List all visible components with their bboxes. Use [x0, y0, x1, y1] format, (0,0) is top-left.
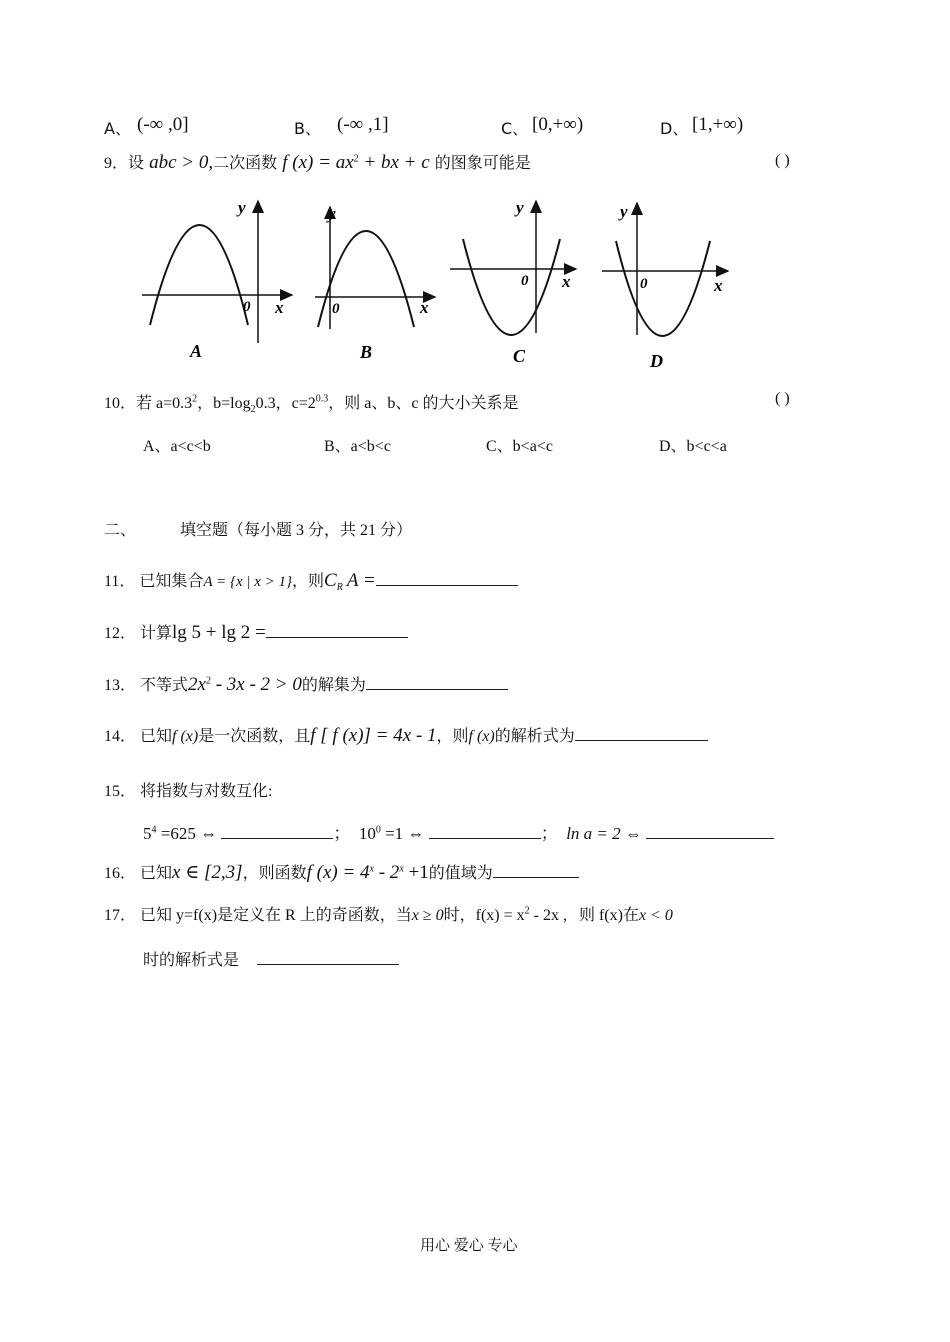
q17-line-2	[143, 947, 399, 970]
q12-text: 计算	[140, 625, 173, 642]
q16-expr-a: f (x) = 4	[306, 862, 370, 883]
graph-d-label: D	[650, 351, 663, 371]
q14-text: 已知	[140, 728, 173, 745]
q14-mid2: ，则	[436, 728, 469, 745]
q13-suffix: 的解集为	[301, 677, 366, 694]
question-14	[104, 723, 708, 747]
q15-item-3: ln a = 2 ⇔	[566, 824, 642, 843]
q16-number: 16．	[104, 865, 137, 882]
q16-expr-b: - 2	[373, 862, 400, 883]
q15-item-1-rest: =625 ⇔	[160, 824, 218, 843]
q12-answer-blank[interactable]	[266, 623, 408, 638]
question-13: 13． 不等式$2x^2 - 3x - 2 > 0$的解集为	[104, 672, 508, 696]
q8-option-d-letter: D、	[660, 119, 689, 138]
q8-option-d-value: [1,+∞)	[692, 114, 744, 135]
q11-mid: ，则	[292, 573, 325, 590]
q17-answer-blank[interactable]	[257, 950, 399, 965]
q15-text: 将指数与对数互化:	[140, 783, 273, 800]
question-16: 16． 已知x ∈ [2,3]，则函数f $(x) = 4^x - 2^x +1$的值域为	[104, 860, 579, 884]
question-17: 17． 已知 y=f(x)是定义在 R 上的奇函数，当x ≥ 0时，$f(x) = x^2 - 2x$ , 则 f(x)在x < 0	[104, 905, 673, 924]
q15-sep-1: ；	[333, 824, 351, 843]
q14-answer-blank[interactable]	[575, 726, 708, 741]
q9-condition: abc > 0,	[149, 152, 214, 173]
question-15	[104, 778, 272, 801]
q8-option-b-value: (-∞ ,1]	[337, 114, 389, 135]
q8-option-b-letter: B、	[294, 119, 321, 138]
q8-option-c-value: [0,+∞)	[532, 114, 584, 135]
q11-text: 已知集合	[139, 573, 204, 590]
q16-cond: x ∈ [2,3]	[172, 862, 243, 883]
q9-graphs	[130, 195, 750, 375]
question-9: 9．设 abc > 0,二次函数 f $(x) = ax^2$ + bx + c 的图象可能是 ( )	[104, 152, 790, 173]
graph-a	[142, 198, 292, 361]
q14-f2: f (x)	[468, 728, 495, 745]
q13-expr-a: 2x	[188, 674, 206, 695]
graph-b	[315, 204, 435, 362]
q8-option-c-letter: C、	[501, 119, 529, 138]
q17-cond2: x < 0	[638, 907, 673, 924]
q16-mid: ，则函数	[242, 865, 307, 882]
graph-c-y-label: y	[516, 198, 524, 217]
q17-text: 已知 y=f(x)是定义在 R 上的奇函数，当	[140, 907, 412, 924]
q15-item-2-rest: =1 ⇔	[385, 824, 425, 843]
q10-text-b: ，b=log	[197, 395, 251, 412]
graph-a-origin: 0	[243, 299, 251, 315]
graph-a-curve	[150, 225, 248, 325]
q15-blank-3[interactable]	[646, 824, 774, 839]
q15-item-1-base: 5	[143, 824, 152, 843]
graph-c-x-label: x	[562, 272, 571, 291]
q11-sub: R	[336, 582, 343, 594]
graph-b-y-label: y	[328, 204, 336, 223]
graph-d-y-label: y	[620, 202, 628, 221]
graph-b-origin: 0	[332, 301, 340, 317]
q15-sep-2: ；	[540, 824, 558, 843]
q10-text-d: ，则 a、b、c 的大小关系是	[328, 395, 519, 412]
q14-suffix: 的解析式为	[494, 728, 575, 745]
graph-b-label: B	[360, 342, 373, 362]
q14-expr: f [ f (x)] = 4x - 1	[310, 725, 437, 746]
q10-option-a: A、a<c<b	[143, 438, 211, 455]
section-2-number: 二、	[104, 522, 137, 539]
q16-answer-blank[interactable]	[493, 863, 579, 878]
q9-mid: 二次函数	[213, 153, 278, 172]
graph-c	[450, 198, 576, 366]
section-2-title: 填空题（每小题 3 分，共 21 分）	[180, 522, 413, 539]
q9-formula-tail: + bx + c	[358, 152, 430, 173]
q16-expr-c: +1	[403, 862, 429, 883]
q10-number: 10．	[104, 395, 137, 412]
q10-option-c: C、b<a<c	[486, 438, 553, 455]
q17-cond: x ≥ 0	[411, 907, 444, 924]
question-10: 10．若 $a=0.3^2$，$b=\log_20.3$，$c=2^{0.3}$，则 a、b、c 的大小关系是 ( )	[104, 390, 790, 416]
q13-answer-blank[interactable]	[366, 675, 508, 690]
q11-expr: C	[324, 570, 337, 591]
q13-expr-b: - 3x - 2 > 0	[210, 674, 302, 695]
q13-text: 不等式	[140, 677, 189, 694]
q17-mid2: 则 f(x)在	[578, 907, 639, 924]
q12-expr: lg 5 + lg 2 =	[172, 622, 266, 643]
q17-line2-text: 时的解析式是	[143, 952, 240, 969]
q15-conversions: $5^4 =625$ ⇔ ； $10^0 =1$ ⇔ ； ln a = 2 ⇔	[143, 819, 774, 844]
graph-d	[602, 202, 728, 371]
page-footer: 用心 爱心 专心	[420, 1238, 518, 1254]
q11-number: 11．	[104, 573, 136, 590]
q15-blank-2[interactable]	[429, 824, 541, 839]
q11-answer-blank[interactable]	[376, 571, 518, 586]
q9-suffix: 的图象可能是	[434, 153, 531, 172]
graph-c-curve	[463, 239, 560, 335]
q15-number: 15．	[104, 783, 137, 800]
graph-a-x-label: x	[275, 298, 284, 317]
graph-a-y-label: y	[238, 198, 246, 217]
q9-formula: f (x) = ax	[282, 152, 354, 173]
q10-option-b: B、a<b<c	[324, 438, 391, 455]
q10-option-d: D、b<c<a	[659, 438, 727, 455]
q13-number: 13．	[104, 677, 137, 694]
q8-option-a-letter: A、	[104, 119, 131, 138]
q9-prefix: 设	[128, 153, 145, 172]
q16-suffix: 的值域为	[428, 865, 493, 882]
q10-text-c: 0.3，c=2	[255, 395, 316, 412]
graph-a-label: A	[190, 341, 203, 361]
q10-text-a: 若 a=0.3	[136, 395, 193, 412]
q17-f-tail: - 2x ,	[529, 907, 567, 924]
graph-d-curve	[616, 241, 710, 336]
graph-d-x-label: x	[714, 276, 723, 295]
graph-c-origin: 0	[521, 273, 529, 289]
question-12	[104, 620, 408, 644]
q14-mid: 是一次函数，且	[198, 728, 311, 745]
q15-item-2-base: 10	[358, 824, 376, 843]
graph-d-origin: 0	[640, 276, 648, 292]
q12-number: 12．	[104, 625, 137, 642]
q17-mid: 时，	[443, 907, 476, 924]
question-11	[104, 568, 518, 593]
q16-text: 已知	[140, 865, 173, 882]
q11-expr2: A =	[346, 570, 376, 591]
q11-set: A = {x | x > 1}	[203, 574, 293, 590]
q10-answer-bracket: ( )	[775, 390, 790, 407]
q9-answer-bracket: ( )	[775, 152, 790, 169]
graph-b-x-label: x	[420, 298, 429, 317]
q17-number: 17．	[104, 907, 137, 924]
graph-c-label: C	[513, 346, 526, 366]
q8-option-a-value: (-∞ ,0]	[137, 114, 189, 135]
q14-number: 14．	[104, 728, 137, 745]
q14-f: f (x)	[172, 728, 199, 745]
q9-number: 9．	[104, 155, 129, 172]
q15-blank-1[interactable]	[221, 824, 333, 839]
q17-f: f(x) = x	[475, 907, 525, 924]
